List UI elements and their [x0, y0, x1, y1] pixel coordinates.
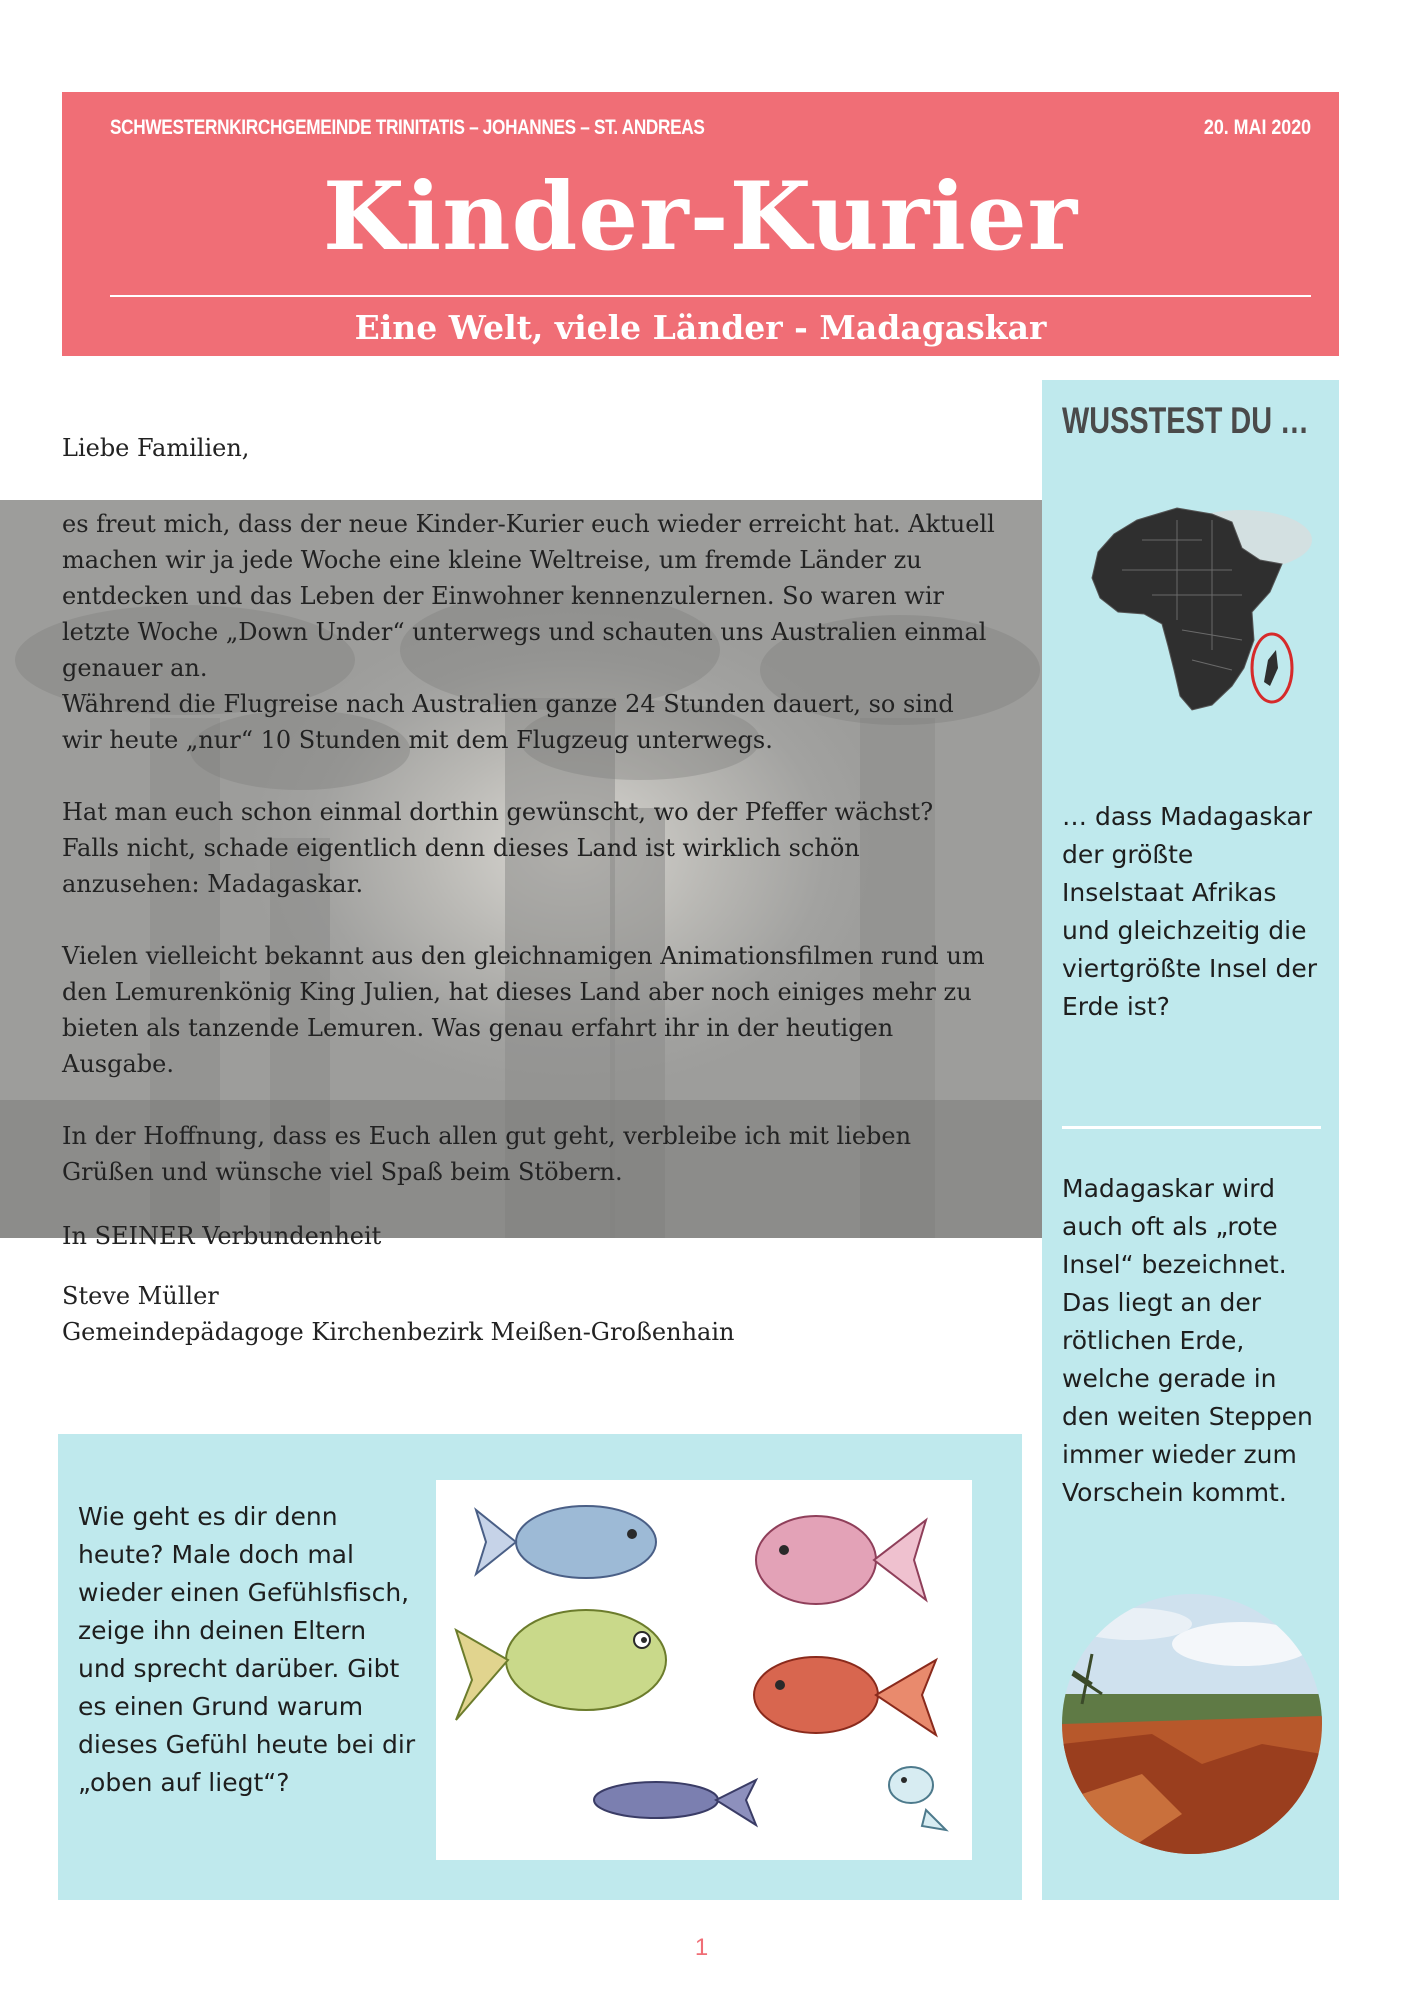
letter-line: Hat man euch schon einmal dorthin gewünscht, wo der Pfeffer wächst? [62, 798, 934, 826]
red-earth-landscape-photo [1062, 1594, 1322, 1854]
welcome-letter [62, 430, 1022, 1350]
parish-name: SCHWESTERNKIRCHGEMEINDE TRINITATIS – JOHANNES – ST. ANDREAS [110, 116, 705, 139]
letter-line: machen wir ja jede Woche eine kleine Weltreise, um fremde Länder zu [62, 546, 922, 574]
letter-line: Falls nicht, schade eigentlich denn dieses Land ist wirklich schön [62, 834, 860, 862]
author-name: Steve Müller [62, 1282, 219, 1310]
fact-largest-island: … dass Madagaskar der größte Inselstaat Afrikas und gleichzeitig die viertgrößte Insel der Erde ist? [1062, 802, 1318, 1021]
green-fish-icon [456, 1610, 666, 1720]
blue-fish-icon [476, 1506, 656, 1578]
letter-line: Während die Flugreise nach Australien ganze 24 Stunden dauert, so sind [62, 690, 954, 718]
purple-fish-icon [594, 1780, 756, 1825]
feelings-fish-box [58, 1434, 1022, 1900]
page-number: 1 [694, 1934, 709, 1961]
letter-line: Grüßen und wünsche viel Spaß beim Stöbern. [62, 1158, 623, 1186]
issue-date: 20. MAI 2020 [1203, 116, 1311, 139]
letter-line: entdecken und das Leben der Einwohner kennenzulernen. So waren wir [62, 582, 944, 610]
small-blue-fish-icon [889, 1767, 946, 1830]
letter-line: In der Hoffnung, dass es Euch allen gut geht, verbleibe ich mit lieben [62, 1122, 912, 1150]
did-you-know-sidebar [1042, 380, 1339, 1900]
fact-red-island: Madagaskar wird auch oft als „rote Insel“ bezeichnet. Das liegt an der rötlichen Erde, welche gerade in den weiten Steppen immer wieder zum Vorschein kommt. [1062, 1174, 1313, 1507]
letter-line: Vielen vielleicht bekannt aus den gleichnamigen Animationsfilmen rund um [62, 942, 985, 970]
feelings-fish-drawing [436, 1480, 972, 1860]
issue-subtitle: Eine Welt, viele Länder - Madagaskar [354, 308, 1047, 347]
africa-map-icon [1082, 500, 1312, 740]
newsletter-title: Kinder-Kurier [322, 162, 1079, 272]
letter-line: anzusehen: Madagaskar. [62, 870, 364, 898]
masthead [62, 92, 1339, 356]
feelings-fish-prompt: Wie geht es dir denn heute? Male doch mal wieder einen Gefühlsfisch, zeige ihn deinen Eltern und sprecht darüber. Gibt es einen Grund warum dieses Gefühl heute bei dir „oben auf liegt“? [78, 1502, 416, 1797]
letter-closing: In SEINER Verbundenheit [62, 1222, 382, 1250]
letter-line: den Lemurenkönig King Julien, hat dieses Land aber noch einiges mehr zu [62, 978, 972, 1006]
letter-greeting: Liebe Familien, [62, 434, 250, 462]
red-fish-icon [754, 1657, 936, 1735]
letter-line: Ausgabe. [62, 1050, 174, 1078]
letter-line: letzte Woche „Down Under“ unterwegs und schauten uns Australien einmal [62, 618, 987, 646]
letter-line: wir heute „nur“ 10 Stunden mit dem Flugzeug unterwegs. [62, 726, 773, 754]
pink-fish-icon [756, 1516, 926, 1604]
letter-line: es freut mich, dass der neue Kinder-Kurier euch wieder erreicht hat. Aktuell [62, 510, 995, 538]
letter-line: genauer an. [62, 654, 208, 682]
letter-line: bieten als tanzende Lemuren. Was genau erfahrt ihr in der heutigen [62, 1014, 894, 1042]
header-divider [110, 295, 1311, 297]
author-title: Gemeindepädagoge Kirchenbezirk Meißen-Großenhain [62, 1318, 735, 1346]
sidebar-divider [1062, 1126, 1321, 1129]
sidebar-heading: WUSSTEST DU … [1062, 400, 1309, 441]
